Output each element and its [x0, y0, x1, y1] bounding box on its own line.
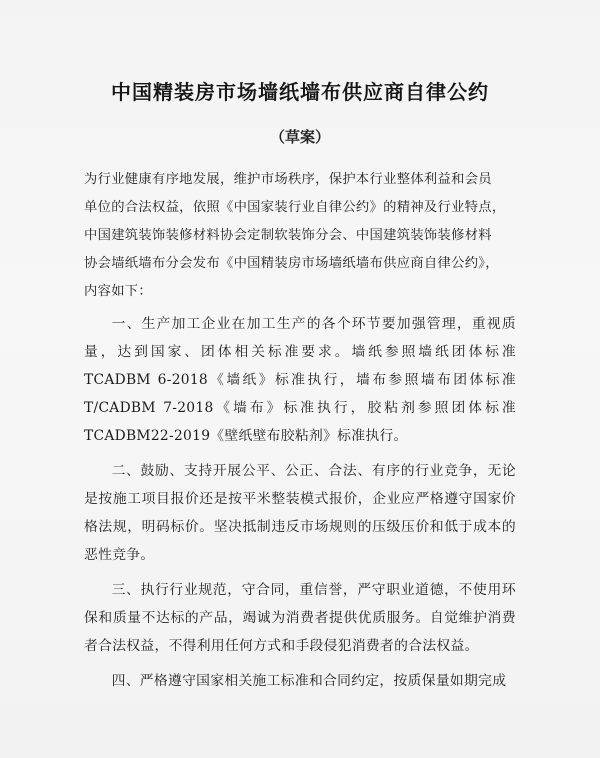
intro-line: 为行业健康有序地发展，维护市场秩序，保护本行业整体利益和会员 [84, 172, 492, 187]
article-1: 一、生产加工企业在加工生产的各个环节要加强管理，重视质量，达到国家、团体相关标准要求。墙纸参照墙纸团体标准 TCADBM 6-2018《墙纸》标准执行，墙布参照墙布团体标准 T/CADBM 7-2018《墙布》标准执行，胶粘剂参照团体标准 TCADBM22-2019《壁纸壁布胶粘剂》标准执行。 [84, 316, 516, 444]
document-subtitle: （草案） [269, 128, 330, 146]
intro-line: 协会墙纸墙布分会发布《中国精装房市场墙纸墙布供应商自律公约》， [84, 256, 499, 271]
document-title: 中国精装房市场墙纸墙布供应商自律公约 [111, 80, 489, 104]
intro-paragraph [84, 166, 516, 306]
article-2: 二、鼓励、支持开展公平、公正、合法、有序的行业竞争，无论是按施工项目报价还是按平米整装模式报价，企业应严格遵守国家价格法规，明码标价。坚决抵制违反市场规则的压级压价和低于成本的恶性竞争。 [84, 463, 516, 563]
article-3: 三、执行行业规范，守合同，重信誉，严守职业道德，不使用环保和质量不达标的产品，竭诚为消费者提供优质服务。自觉维护消费者合法权益，不得利用任何方式和手段侵犯消费者的合法权益。 [84, 582, 516, 654]
intro-line: 内容如下： [84, 284, 152, 299]
intro-line: 中国建筑装饰装修材料协会定制软装饰分会、中国建筑装饰装修材料 [84, 228, 492, 243]
document-body [84, 166, 516, 695]
article-4: 四、严格遵守国家相关施工标准和合同约定，按质保量如期完成 [111, 673, 507, 689]
intro-line: 单位的合法权益，依照《中国家装行业自律公约》的精神及行业特点， [84, 200, 506, 215]
